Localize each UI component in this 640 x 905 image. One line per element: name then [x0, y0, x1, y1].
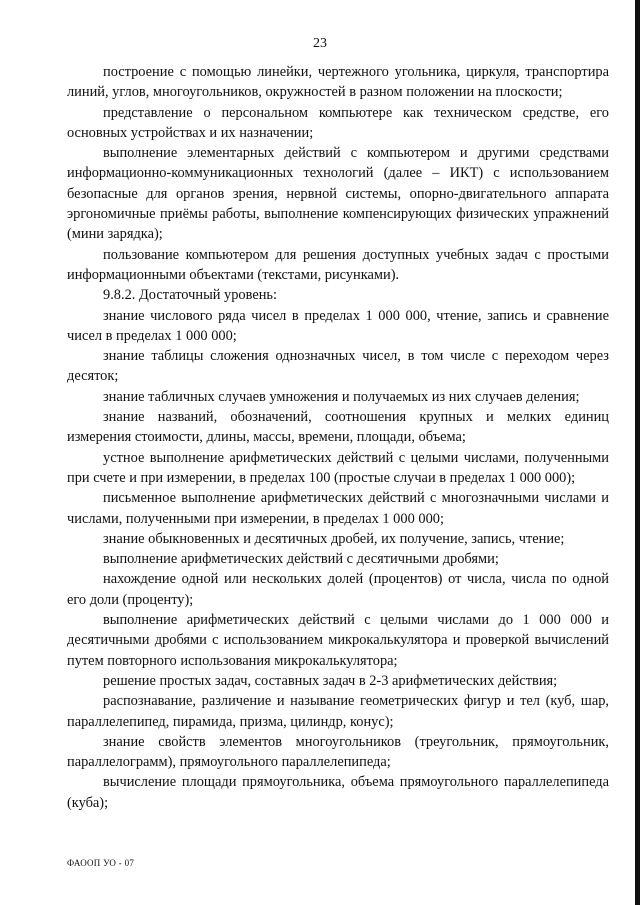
- paragraph: знание таблицы сложения однозначных чисел, в том числе с переходом через десяток;: [67, 348, 609, 385]
- paragraph: устное выполнение арифметических действий с целыми числами, полученными при счете и при измерении, в пределах 100 (простые случаи в пределах 1 000 000);: [67, 449, 609, 486]
- paragraph: нахождение одной или нескольких долей (процентов) от числа, числа по одной его доли (проценту);: [67, 571, 609, 608]
- page-number: 23: [313, 36, 327, 51]
- paragraph: выполнение элементарных действий с компьютером и другими средствами информационно-коммуникационных технологий (далее – ИКТ) с использованием безопасные для органов зрения, нервной системы, опорно-двигательного аппарата эргономичные приёмы работы, выполнение компенсирующих физических упражнений (мини зарядка);: [67, 145, 609, 243]
- document-body: [67, 62, 609, 813]
- paragraph: знание табличных случаев умножения и получаемых из них случаев деления;: [103, 388, 580, 405]
- scan-edge: [635, 0, 640, 905]
- paragraph: представление о персональном компьютере как техническом средстве, его основных устройствах и их назначении;: [67, 104, 609, 141]
- paragraph: письменное выполнение арифметических действий с многозначными числами и числами, полученными при измерении, в пределах 1 000 000;: [67, 490, 609, 527]
- paragraph: распознавание, различение и называние геометрических фигур и тел (куб, шар, параллелепипед, пирамида, призма, цилиндр, конус);: [67, 693, 609, 730]
- paragraph: пользование компьютером для решения доступных учебных задач с простыми информационными объектами (текстами, рисунками).: [67, 246, 609, 283]
- paragraph: вычисление площади прямоугольника, объема прямоугольного параллелепипеда (куба);: [67, 774, 609, 811]
- document-footer-code: ФАООП УО - 07: [67, 858, 135, 868]
- section-heading: 9.8.2. Достаточный уровень:: [103, 287, 277, 304]
- paragraph: решение простых задач, составных задач в 2-3 арифметических действия;: [103, 672, 558, 689]
- paragraph: построение с помощью линейки, чертежного угольника, циркуля, транспортира линий, углов, многоугольников, окружностей в разном положении на плоскости;: [67, 64, 609, 101]
- paragraph: выполнение арифметических действий с десятичными дробями;: [103, 551, 499, 568]
- paragraph: выполнение арифметических действий с целыми числами до 1 000 000 и десятичными дробями с использованием микрокалькулятора и проверкой вычислений путем повторного использования микрокалькулятора;: [67, 612, 609, 669]
- paragraph: знание числового ряда чисел в пределах 1 000 000, чтение, запись и сравнение чисел в пределах 1 000 000;: [67, 307, 609, 344]
- paragraph: знание свойств элементов многоугольников (треугольник, прямоугольник, параллелограмм), прямоугольного параллелепипеда;: [67, 733, 609, 771]
- paragraph: знание названий, обозначений, соотношения крупных и мелких единиц измерения стоимости, длины, массы, времени, площади, объема;: [67, 409, 609, 446]
- paragraph: знание обыкновенных и десятичных дробей, их получение, запись, чтение;: [103, 530, 565, 547]
